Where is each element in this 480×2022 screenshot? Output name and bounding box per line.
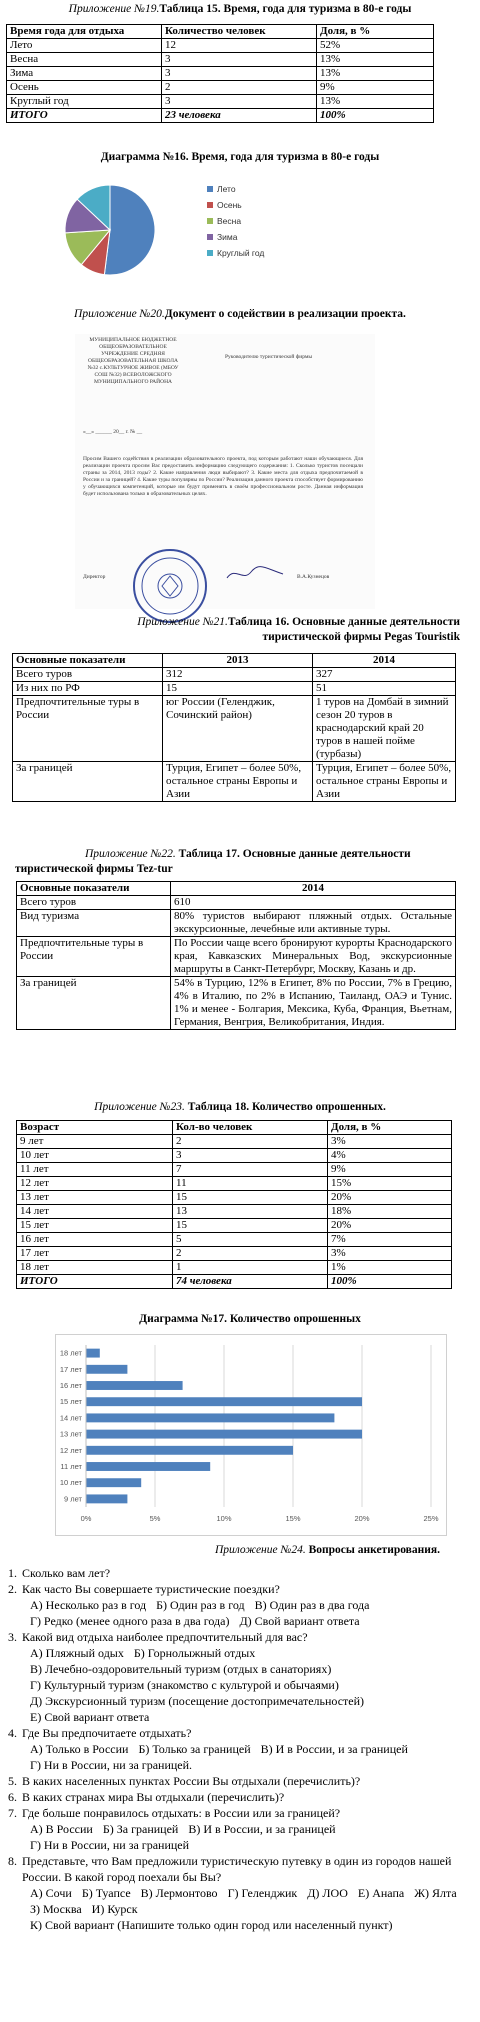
table-cell: Зима [7, 67, 162, 81]
table-cell: За границей [13, 762, 163, 802]
table-row [17, 1219, 452, 1233]
diagram-16 [0, 150, 480, 258]
table-cell: 20% [328, 1219, 452, 1233]
table-cell: 312 [163, 668, 313, 682]
x-tick-label: 20% [354, 1514, 370, 1523]
table-cell: Всего туров [13, 668, 163, 682]
table-18 [16, 1120, 452, 1289]
appendix-24 [0, 1543, 480, 1932]
bar [86, 1494, 127, 1503]
question-option: Б) Горнолыжный отдых [133, 1646, 256, 1660]
bar [86, 1462, 210, 1471]
table-cell: Весна [7, 53, 162, 67]
table-cell: Вид туризма [17, 910, 171, 937]
legend-swatch [207, 234, 213, 240]
table-cell: 1% [328, 1261, 452, 1275]
column-header: Основные показатели [13, 654, 163, 668]
table-cell: 2 [173, 1135, 328, 1149]
appendix-20-heading [0, 307, 480, 322]
question-number: 8. [8, 1854, 17, 1868]
table-header-row [7, 25, 434, 39]
y-tick-label: 9 лет [64, 1494, 82, 1504]
table-cell: 51 [313, 682, 456, 696]
question-text: В каких населенных пунктах России Вы отдыхали (перечислить)? [22, 1774, 361, 1788]
questions-title: Вопросы анкетирования. [308, 1544, 440, 1556]
table-cell: 14 лет [17, 1205, 173, 1219]
letter-body: Просим Вашего содействия в реализации образовательного проекта, под которым работают наши обучающиеся. Для реализации проекта просим Вас предоставить информацию следующего содержания: 1. Сколько туристов посещали страны за 2014, 2013 годы? 2. Какие направления люди выбирают? 3. Какие места для отдыха предпочитаемой в России и за границей? 4. Какие туры популярны по России? Реализация данного проекта способствует формированию у обучающихся компетенций, которые им будут применять в своём профессиональном росте. Данная информация будет использована только в образовательных целях. [83, 456, 363, 497]
table-header-row [17, 882, 456, 896]
x-tick-label: 5% [149, 1514, 161, 1523]
table-cell: 13% [317, 95, 434, 109]
table-cell: 13% [317, 67, 434, 81]
legend-label: Зима [217, 232, 238, 242]
question-option: В) Один раз в два года [254, 1598, 370, 1612]
table-row [7, 95, 434, 109]
question-number: 7. [8, 1806, 17, 1820]
question-item [0, 1725, 470, 1741]
table-cell: 11 [173, 1177, 328, 1191]
table-cell: 20% [328, 1191, 452, 1205]
y-tick-label: 12 лет [59, 1445, 82, 1455]
question-option: Е) Свой вариант ответа [30, 1710, 150, 1724]
table-cell: 2 [162, 81, 317, 95]
chart-title: Диаграмма №16. Время, года для туризма в 80-е годы [100, 151, 380, 163]
table-row [17, 1191, 452, 1205]
appendix-label: Приложение №22. [85, 848, 176, 860]
table-title: Таблица 15. Время, года для туризма в 80-е годы [159, 3, 412, 15]
question-options [0, 1821, 470, 1853]
table-cell: Предпочтительные туры в России [13, 696, 163, 762]
question-option: В) И в России, и за границей [260, 1742, 408, 1756]
table-cell: 1 [173, 1261, 328, 1275]
table-total-cell: ИТОГО [7, 109, 162, 123]
question-number: 5. [8, 1774, 17, 1788]
question-item [0, 1581, 470, 1597]
question-option: Д) Свой вариант ответа [239, 1614, 360, 1628]
table-row [17, 896, 456, 910]
bar [86, 1397, 362, 1406]
appendix-label: Приложение №24. [214, 1544, 306, 1556]
table-title-line1: Таблица 16. Основные данные деятельности [227, 616, 460, 628]
table-total-cell: 74 человека [173, 1275, 328, 1289]
question-option: Г) Геленджик [227, 1886, 298, 1900]
table-cell: 15 [173, 1191, 328, 1205]
table-row [17, 1205, 452, 1219]
y-tick-label: 16 лет [59, 1381, 82, 1390]
question-text: Сколько вам лет? [22, 1566, 111, 1580]
table-title-line2: тиристической фирмы Pegas Touristik [262, 631, 460, 643]
table-cell: Лето [7, 39, 162, 53]
table-cell: 3 [173, 1149, 328, 1163]
bar [86, 1381, 183, 1390]
signature [225, 564, 285, 584]
table15-heading [0, 2, 480, 17]
legend-swatch [207, 218, 213, 224]
table-total-cell: 23 человека [162, 109, 317, 123]
letter-date: «__» ______ 20__ г. № __ [83, 429, 143, 435]
table-cell: 9 лет [17, 1135, 173, 1149]
y-tick-label: 10 лет [59, 1478, 82, 1488]
table-total-cell: ИТОГО [17, 1275, 173, 1289]
question-option: А) Сочи [30, 1886, 72, 1900]
question-option: Г) Ни в России, ни за границей [30, 1838, 190, 1852]
table-cell: 9% [328, 1163, 452, 1177]
question-number: 3. [8, 1630, 17, 1644]
question-option: В) И в России, и за границей [188, 1822, 336, 1836]
table-cell: По России чаще всего бронируют курорты Краснодарского края, Кавказских Минеральных Вод, экскурсионные маршруты в Санкт-Петербург, Москву, Казань и др. [171, 937, 456, 977]
question-item [0, 1629, 470, 1645]
table-cell: 15 [173, 1219, 328, 1233]
pie-slice [104, 185, 155, 275]
bar [86, 1430, 362, 1439]
legend-label: Осень [217, 200, 242, 210]
question-option: Г) Редко (менее одного раза в два года) [30, 1614, 230, 1628]
table-16 [12, 653, 456, 802]
x-tick-label: 0% [80, 1514, 92, 1523]
table-cell: 7 [173, 1163, 328, 1177]
question-option: А) Несколько раз в год [30, 1598, 147, 1612]
y-tick-label: 11 лет [60, 1462, 82, 1471]
x-tick-label: 25% [423, 1514, 439, 1523]
bar [86, 1478, 141, 1487]
question-text: Где больше понравилось отдыхать: в России или за границей? [22, 1806, 341, 1820]
question-item [0, 1853, 470, 1885]
column-header: 2014 [313, 654, 456, 668]
question-option: Г) Ни в России, ни за границей. [30, 1758, 193, 1772]
column-header: Время года для отдыха [7, 25, 162, 39]
question-item [0, 1789, 470, 1805]
question-option: Ж) Ялта [414, 1886, 457, 1900]
table18-heading [0, 1100, 480, 1115]
table-title-line1: Таблица 17. Основные данные деятельности [178, 848, 411, 860]
table-cell: 327 [313, 668, 456, 682]
question-text: Какой вид отдыха наиболее предпочтительный для вас? [22, 1630, 308, 1644]
table-cell: 80% туристов выбирают пляжный отдых. Остальные экскурсионные, лечебные или активные туры. [171, 910, 456, 937]
legend-label: Весна [217, 216, 242, 226]
question-option: Д) Экскурсионный туризм (посещение достопримечательностей) [30, 1694, 365, 1708]
table-17 [16, 881, 456, 1030]
appendix-23 [0, 1100, 480, 1287]
question-option: К) Свой вариант (Напишите только один город или населенный пункт) [30, 1918, 393, 1932]
question-options [0, 1885, 470, 1933]
question-number: 2. [8, 1582, 17, 1596]
table-total-row [7, 109, 434, 123]
question-options [0, 1597, 470, 1629]
table-cell: 16 лет [17, 1233, 173, 1247]
legend-label: Круглый год [217, 248, 265, 258]
bar [86, 1446, 293, 1455]
table-row [7, 67, 434, 81]
table-row [17, 1163, 452, 1177]
table-row [7, 81, 434, 95]
y-tick-label: 15 лет [59, 1397, 82, 1407]
appendix-21 [0, 615, 480, 800]
table-row [17, 1247, 452, 1261]
table-cell: 610 [171, 896, 456, 910]
y-tick-label: 14 лет [59, 1413, 82, 1423]
table-row [13, 762, 456, 802]
legend-swatch [207, 186, 213, 192]
table-row [17, 937, 456, 977]
legend-swatch [207, 202, 213, 208]
column-header: Возраст [17, 1121, 173, 1135]
question-number: 4. [8, 1726, 17, 1740]
scanned-letter [75, 334, 375, 609]
x-tick-label: 15% [285, 1514, 301, 1523]
table-cell: Из них по РФ [13, 682, 163, 696]
question-options [0, 1645, 470, 1725]
legend-swatch [207, 250, 213, 256]
stamp-seal [130, 546, 210, 626]
column-header: Количество человек [162, 25, 317, 39]
table-cell: Предпочтительные туры в России [17, 937, 171, 977]
bar [86, 1365, 127, 1374]
table-cell: 13 [173, 1205, 328, 1219]
table-header-row [13, 654, 456, 668]
table-cell: 10 лет [17, 1149, 173, 1163]
question-option: А) В России [30, 1822, 93, 1836]
table-row [17, 910, 456, 937]
questions-heading [0, 1543, 480, 1558]
table-cell: 5 [173, 1233, 328, 1247]
table-cell: Всего туров [17, 896, 171, 910]
column-header: Основные показатели [17, 882, 171, 896]
y-tick-label: 17 лет [59, 1364, 82, 1374]
table-cell: 9% [317, 81, 434, 95]
question-text: Представьте, что Вам предложили туристическую путевку в один из городов нашей России. В какой город поехали бы Вы? [22, 1854, 452, 1884]
table-row [17, 1233, 452, 1247]
letter-signer: В.А.Кузнецов [297, 574, 330, 580]
diagram-17 [0, 1312, 480, 1523]
table-total-cell: 100% [317, 109, 434, 123]
table-cell: 4% [328, 1149, 452, 1163]
appendix-20 [0, 307, 480, 580]
table17-heading-2 [0, 862, 480, 877]
table-total-row [17, 1275, 452, 1289]
table-row [17, 1135, 452, 1149]
question-option: Е) Анапа [357, 1886, 405, 1900]
table16-heading-2 [0, 630, 480, 645]
table-cell: 7% [328, 1233, 452, 1247]
question-option: И) Курск [91, 1902, 138, 1916]
column-header: 2013 [163, 654, 313, 668]
letter-signer-role: Директор [83, 574, 106, 580]
question-number: 6. [8, 1790, 17, 1804]
table-cell: За границей [17, 977, 171, 1030]
table-row [7, 39, 434, 53]
table-cell: 3 [162, 67, 317, 81]
table-title-line2: тиристической фирмы Tez-tur [15, 863, 173, 875]
appendix-22 [0, 847, 480, 1028]
table-cell: 12 лет [17, 1177, 173, 1191]
question-option: Д) ЛОО [307, 1886, 348, 1900]
pie-chart [62, 170, 362, 295]
bar [86, 1413, 334, 1422]
table-cell: 18% [328, 1205, 452, 1219]
question-option: Г) Культурный туризм (знакомство с культурой и обычаями) [30, 1678, 339, 1692]
bar-chart [55, 1334, 447, 1536]
question-option: Б) Только за границей [138, 1742, 251, 1756]
table-row [13, 668, 456, 682]
appendix-19 [0, 2, 480, 121]
table-total-cell: 100% [328, 1275, 452, 1289]
table-row [17, 1177, 452, 1191]
table-row [13, 696, 456, 762]
question-option: А) Пляжный одых [30, 1646, 124, 1660]
column-header: Кол-во человек [173, 1121, 328, 1135]
question-option: Б) За границей [102, 1822, 179, 1836]
table-cell: 12 [162, 39, 317, 53]
table-row [13, 682, 456, 696]
table-cell: 2 [173, 1247, 328, 1261]
table-cell: 17 лет [17, 1247, 173, 1261]
table-cell: 15 лет [17, 1219, 173, 1233]
table-cell: 3 [162, 95, 317, 109]
table-cell: 13 лет [17, 1191, 173, 1205]
table-cell: юг России (Геленджик, Сочинский район) [163, 696, 313, 762]
question-option: В) Лечебно-оздоровительный туризм (отдых в санаториях) [30, 1662, 332, 1676]
table-cell: 13% [317, 53, 434, 67]
question-option: З) Москва [30, 1902, 82, 1916]
appendix-label: Приложение №21. [137, 616, 228, 628]
column-header: Доля, в % [328, 1121, 452, 1135]
document-title: Документ о содействии в реализации проекта. [164, 308, 406, 320]
table-cell: 1 туров на Домбай в зимний сезон 20 туров в краснодарский край 20 туров в нашей пойме (турбазы) [313, 696, 456, 762]
question-item [0, 1773, 470, 1789]
table-cell: 54% в Турцию, 12% в Египет, 8% по России, 7% в Грецию, 4% в Италию, по 2% в Испанию, Таиланд, ОАЭ и Тунис. 1% и менее - Болгария, Мексика, Куба, Франция, Вьетнам, Германия, Венгрия, Великобритания, Индия. [171, 977, 456, 1030]
table-cell: 15% [328, 1177, 452, 1191]
question-option: Б) Туапсе [81, 1886, 131, 1900]
table-cell: 11 лет [17, 1163, 173, 1177]
question-option: В) Лермонтово [140, 1886, 218, 1900]
legend-label: Лето [217, 184, 236, 194]
y-tick-label: 18 лет [59, 1348, 82, 1358]
question-text: Где Вы предпочитаете отдыхать? [22, 1726, 192, 1740]
table-cell: Турция, Египет – более 50%, остальное страны Европы и Азии [313, 762, 456, 802]
column-header: 2014 [171, 882, 456, 896]
table-cell: 3 [162, 53, 317, 67]
table-cell: Осень [7, 81, 162, 95]
appendix-label: Приложение №19. [68, 3, 160, 15]
letter-addressee: Руководителю туристической фирмы [225, 354, 313, 360]
letter-organization: МУНИЦИПАЛЬНОЕ БЮДЖЕТНОЕ ОБЩЕОБРАЗОВАТЕЛЬНОЕ УЧРЕЖДЕНИЕ СРЕДНЯЯ ОБЩЕОБРАЗОВАТЕЛЬНАЯ ШКОЛА №32 с.КУЛЬТУРНОЕ ЖИВОЕ (МБОУ СОШ №32) ВСЕВОЛОЖСКОГО МУНИЦИПАЛЬНОГО РАЙОНА [87, 337, 179, 385]
table-row [17, 1149, 452, 1163]
question-options [0, 1741, 470, 1773]
table-header-row [17, 1121, 452, 1135]
chart-title: Диаграмма №17. Количество опрошенных [139, 1313, 361, 1325]
table-cell: 3% [328, 1135, 452, 1149]
column-header: Доля, в % [317, 25, 434, 39]
y-tick-label: 13 лет [59, 1429, 82, 1439]
question-option: Б) Один раз в год [156, 1598, 245, 1612]
table-15 [6, 24, 434, 123]
question-item [0, 1805, 470, 1821]
table-row [7, 53, 434, 67]
table-cell: 3% [328, 1247, 452, 1261]
question-number: 1. [8, 1566, 17, 1580]
table-cell: Круглый год [7, 95, 162, 109]
table-cell: 52% [317, 39, 434, 53]
appendix-label: Приложение №23. [94, 1101, 185, 1113]
appendix-label: Приложение №20. [74, 308, 165, 320]
table17-heading [0, 847, 480, 862]
questions-list [0, 1565, 470, 1933]
table-row [17, 1261, 452, 1275]
table-cell: Турция, Египет – более 50%, остальное страны Европы и Азии [163, 762, 313, 802]
question-text: Как часто Вы совершаете туристические поездки? [22, 1582, 280, 1596]
question-text: В каких странах мира Вы отдыхали (перечислить)? [22, 1790, 285, 1804]
table-cell: 15 [163, 682, 313, 696]
question-option: А) Только в России [30, 1742, 129, 1756]
bar [86, 1349, 100, 1358]
table-cell: 18 лет [17, 1261, 173, 1275]
table16-heading [0, 615, 480, 630]
table-row [17, 977, 456, 1030]
table-title: Таблица 18. Количество опрошенных. [187, 1101, 386, 1113]
question-item [0, 1565, 470, 1581]
x-tick-label: 10% [216, 1514, 232, 1523]
